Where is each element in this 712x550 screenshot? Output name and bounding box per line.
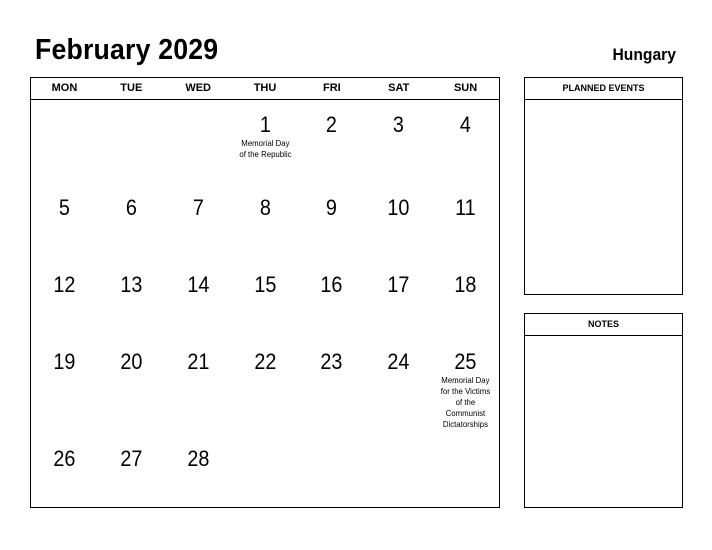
calendar-day-cell bbox=[432, 337, 499, 434]
day-number: 21 bbox=[187, 349, 210, 374]
calendar-day-cell bbox=[298, 183, 365, 260]
calendar-week-row bbox=[31, 260, 499, 337]
day-number: 15 bbox=[253, 272, 277, 297]
day-number: 19 bbox=[53, 349, 76, 374]
calendar-day-cell bbox=[232, 100, 299, 183]
calendar-day-cell bbox=[432, 183, 499, 260]
day-number: 14 bbox=[187, 272, 210, 297]
holiday-label: Memorial Day of the Republic bbox=[238, 138, 292, 159]
calendar-day-cell bbox=[31, 183, 98, 260]
day-number: 18 bbox=[454, 272, 477, 297]
weekday-label: FRI bbox=[323, 82, 341, 94]
day-number: 25 bbox=[454, 349, 477, 374]
calendar-day-cell bbox=[365, 260, 432, 337]
calendar-day-cell bbox=[165, 337, 232, 434]
calendar-day-cell bbox=[232, 434, 299, 508]
day-number: 12 bbox=[53, 272, 76, 297]
weekday-label: WED bbox=[185, 82, 211, 94]
day-number: 24 bbox=[387, 349, 410, 374]
calendar-day-cell bbox=[432, 260, 499, 337]
day-number: 3 bbox=[393, 112, 405, 137]
calendar-day-cell bbox=[165, 434, 232, 508]
day-number: 11 bbox=[455, 195, 476, 220]
planned-events-header: PLANNED EVENTS bbox=[525, 78, 682, 100]
calendar-day-cell bbox=[365, 434, 432, 508]
calendar-day-cell bbox=[165, 183, 232, 260]
day-number: 20 bbox=[120, 349, 143, 374]
holiday-label: Memorial Day for the Victims of the Communist Dictatorships bbox=[440, 375, 491, 429]
notes-panel bbox=[524, 313, 683, 508]
country-label: Hungary bbox=[612, 45, 676, 64]
month-calendar bbox=[30, 77, 500, 508]
calendar-day-cell bbox=[98, 100, 165, 183]
calendar-day-cell bbox=[298, 260, 365, 337]
weekday-label: SUN bbox=[453, 82, 478, 94]
calendar-day-cell bbox=[298, 434, 365, 508]
day-number: 17 bbox=[387, 272, 410, 297]
day-number: 23 bbox=[320, 349, 343, 374]
calendar-day-cell bbox=[31, 434, 98, 508]
calendar-day-cell bbox=[432, 434, 499, 508]
day-number: 13 bbox=[120, 272, 143, 297]
calendar-day-cell bbox=[298, 337, 365, 434]
calendar-day-cell bbox=[232, 337, 299, 434]
day-number: 6 bbox=[125, 195, 137, 220]
calendar-day-cell bbox=[31, 260, 98, 337]
weekday-label: THU bbox=[253, 82, 277, 94]
calendar-day-cell bbox=[232, 183, 299, 260]
day-number: 26 bbox=[53, 446, 76, 471]
day-number: 7 bbox=[192, 195, 204, 220]
weekday-label: TUE bbox=[120, 82, 143, 94]
calendar-day-cell bbox=[98, 260, 165, 337]
calendar-day-cell bbox=[432, 100, 499, 183]
calendar-day-cell bbox=[98, 337, 165, 434]
calendar-day-cell bbox=[98, 434, 165, 508]
calendar-day-cell bbox=[365, 100, 432, 183]
day-number: 16 bbox=[320, 272, 343, 297]
calendar-day-cell bbox=[365, 337, 432, 434]
calendar-grid bbox=[31, 100, 499, 508]
day-number: 9 bbox=[326, 195, 338, 220]
calendar-day-cell bbox=[165, 260, 232, 337]
calendar-day-cell bbox=[365, 183, 432, 260]
day-number: 1 bbox=[259, 112, 271, 137]
weekday-header-row bbox=[31, 78, 499, 100]
day-number: 2 bbox=[326, 112, 338, 137]
weekday-label: SAT bbox=[388, 82, 410, 94]
calendar-day-cell bbox=[165, 100, 232, 183]
day-number: 22 bbox=[253, 349, 277, 374]
calendar-week-row bbox=[31, 183, 499, 260]
day-number: 27 bbox=[120, 446, 143, 471]
planned-events-panel bbox=[524, 77, 683, 295]
day-number: 5 bbox=[58, 195, 70, 220]
day-number: 4 bbox=[460, 112, 472, 137]
notes-header: NOTES bbox=[525, 314, 682, 336]
day-number: 10 bbox=[387, 195, 410, 220]
calendar-day-cell bbox=[31, 337, 98, 434]
weekday-label: MON bbox=[51, 82, 78, 94]
page-title: February 2029 bbox=[35, 34, 219, 66]
calendar-day-cell bbox=[31, 100, 98, 183]
calendar-day-cell bbox=[298, 100, 365, 183]
calendar-day-cell bbox=[98, 183, 165, 260]
day-number: 8 bbox=[259, 195, 271, 220]
calendar-week-row bbox=[31, 337, 499, 434]
calendar-week-row bbox=[31, 434, 499, 508]
calendar-day-cell bbox=[232, 260, 299, 337]
day-number: 28 bbox=[187, 446, 210, 471]
calendar-week-row bbox=[31, 100, 499, 183]
